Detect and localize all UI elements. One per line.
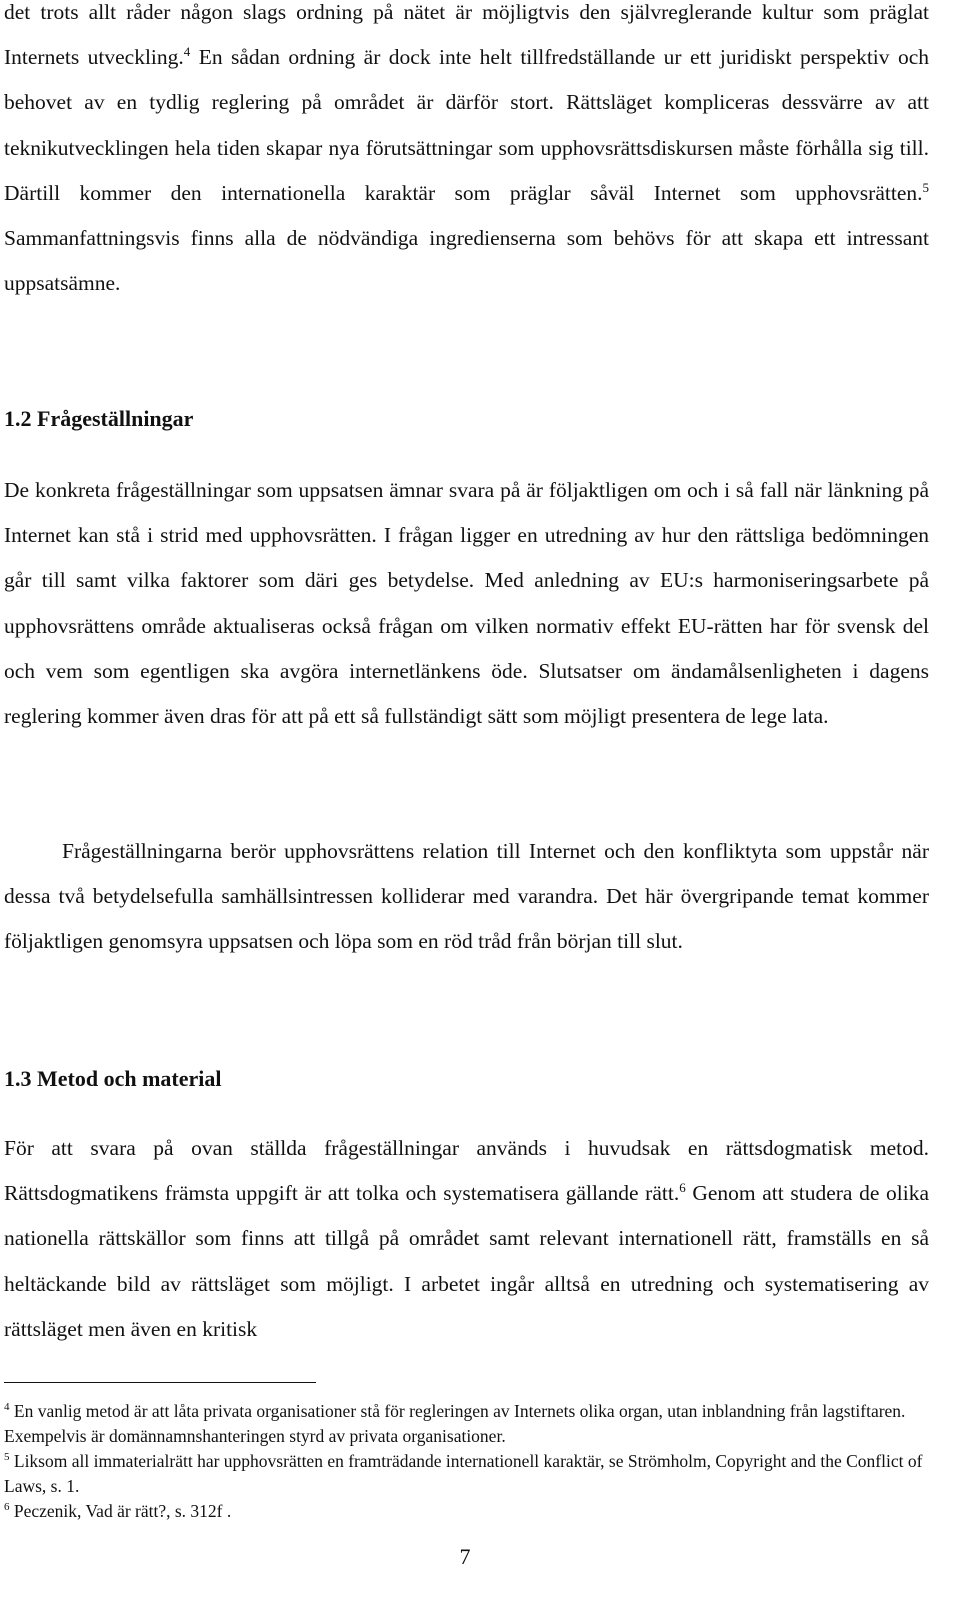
paragraph-text: Sammanfattningsvis finns alla de nödvändiga ingredienserna som behövs för att skapa ett intressant uppsatsämne. — [4, 226, 929, 296]
footnote-ref-4[interactable]: 4 — [183, 44, 191, 60]
footnote-ref-5[interactable]: 5 — [922, 179, 929, 195]
body-paragraph-2: De konkreta frågeställningar som uppsatsen ämnar svara på är följaktligen om och i så fall när länkning på Internet kan stå i strid med upphovsrätten. I frågan ligger en utredning av hur den rättsliga bedömningen går till samt vilka faktorer som däri ges betydelse. Med anledning av EU:s harmoniseringsarbete på upphovsrättens område aktualiseras också frågan om vilken normativ effekt EU-rätten har för svensk del och vem som egentligen ska avgöra internetlänkens öde. Slutsatser om ändamålsenligheten i dagens reglering kommer även dras för att på ett så fullständigt sätt som möjligt presentera de lege lata. — [4, 478, 929, 729]
paragraph-text: En sådan ordning är dock inte helt tillfredställande ur ett juridiskt perspektiv och behovet av en tydlig reglering på området är därför stort. Rättsläget kompliceras dessvärre av att teknikutvecklingen hela tiden skapar nya förutsättningar som upphovsrättsdiskursen måste förhålla sig till. Därtill kommer den internationella karaktär som präglar såväl Internet som upphovsrätten. — [4, 45, 929, 205]
paragraph-text: För att svara på ovan ställda frågeställningar används i huvudsak en rättsdogmatisk metod. Rättsdogmatikens främsta uppgift är att tolka och systematisera gällande rätt. — [4, 1136, 929, 1206]
body-paragraph-4 — [4, 1126, 929, 1352]
footnote-number: 6 — [4, 1501, 10, 1514]
body-paragraph-1 — [4, 0, 929, 306]
footnote-text: Liksom all immaterialrätt har upphovsrätten en framträdande internationell karaktär, se Strömholm, Copyright and the Conflict of Laws, s. 1. — [4, 1451, 923, 1496]
paragraph-text: det trots allt råder någon slags ordning på nätet är möjligtvis den självreglerande kultur som präglat Internets utveckling. — [4, 0, 929, 70]
paragraph-text: Genom att studera de olika nationella rättskällor som finns att tillgå på området samt relevant internationell rätt, framställs en så heltäckande bild av rättsläget som möjligt. I arbetet ingår alltså en utredning och systematisering av rättsläget men även en kritisk — [4, 1181, 929, 1341]
footnote-6 — [4, 1499, 929, 1524]
footnote-separator — [4, 1382, 316, 1383]
body-paragraph-3 — [4, 829, 929, 965]
footnote-ref-6[interactable]: 6 — [679, 1180, 686, 1196]
footnote-number: 5 — [4, 1451, 10, 1464]
page-number: 7 — [459, 1544, 471, 1569]
paragraph-text: Frågeställningarna berör upphovsrättens relation till Internet och den konfliktyta som uppstår när dessa två betydelsefulla samhällsintressen kolliderar med varandra. Det här övergripande temat kommer följaktligen genomsyra uppsatsen och löpa som en röd tråd från början till slut. — [4, 839, 929, 954]
footnote-5 — [4, 1449, 929, 1498]
footnote-text: En vanlig metod är att låta privata organisationer stå för regleringen av Internets olika organ, utan inblandning från lagstiftaren. Exempelvis är domännamnshanteringen styrd av privata organisationer. — [4, 1401, 906, 1446]
section-heading-1-3: 1.3 Metod och material — [4, 1066, 222, 1091]
footnote-text: Peczenik, Vad är rätt?, s. 312f . — [9, 1501, 232, 1521]
footnote-number: 4 — [4, 1401, 10, 1414]
section-heading-1-2: 1.2 Frågeställningar — [4, 406, 194, 431]
footnote-4 — [4, 1399, 929, 1448]
